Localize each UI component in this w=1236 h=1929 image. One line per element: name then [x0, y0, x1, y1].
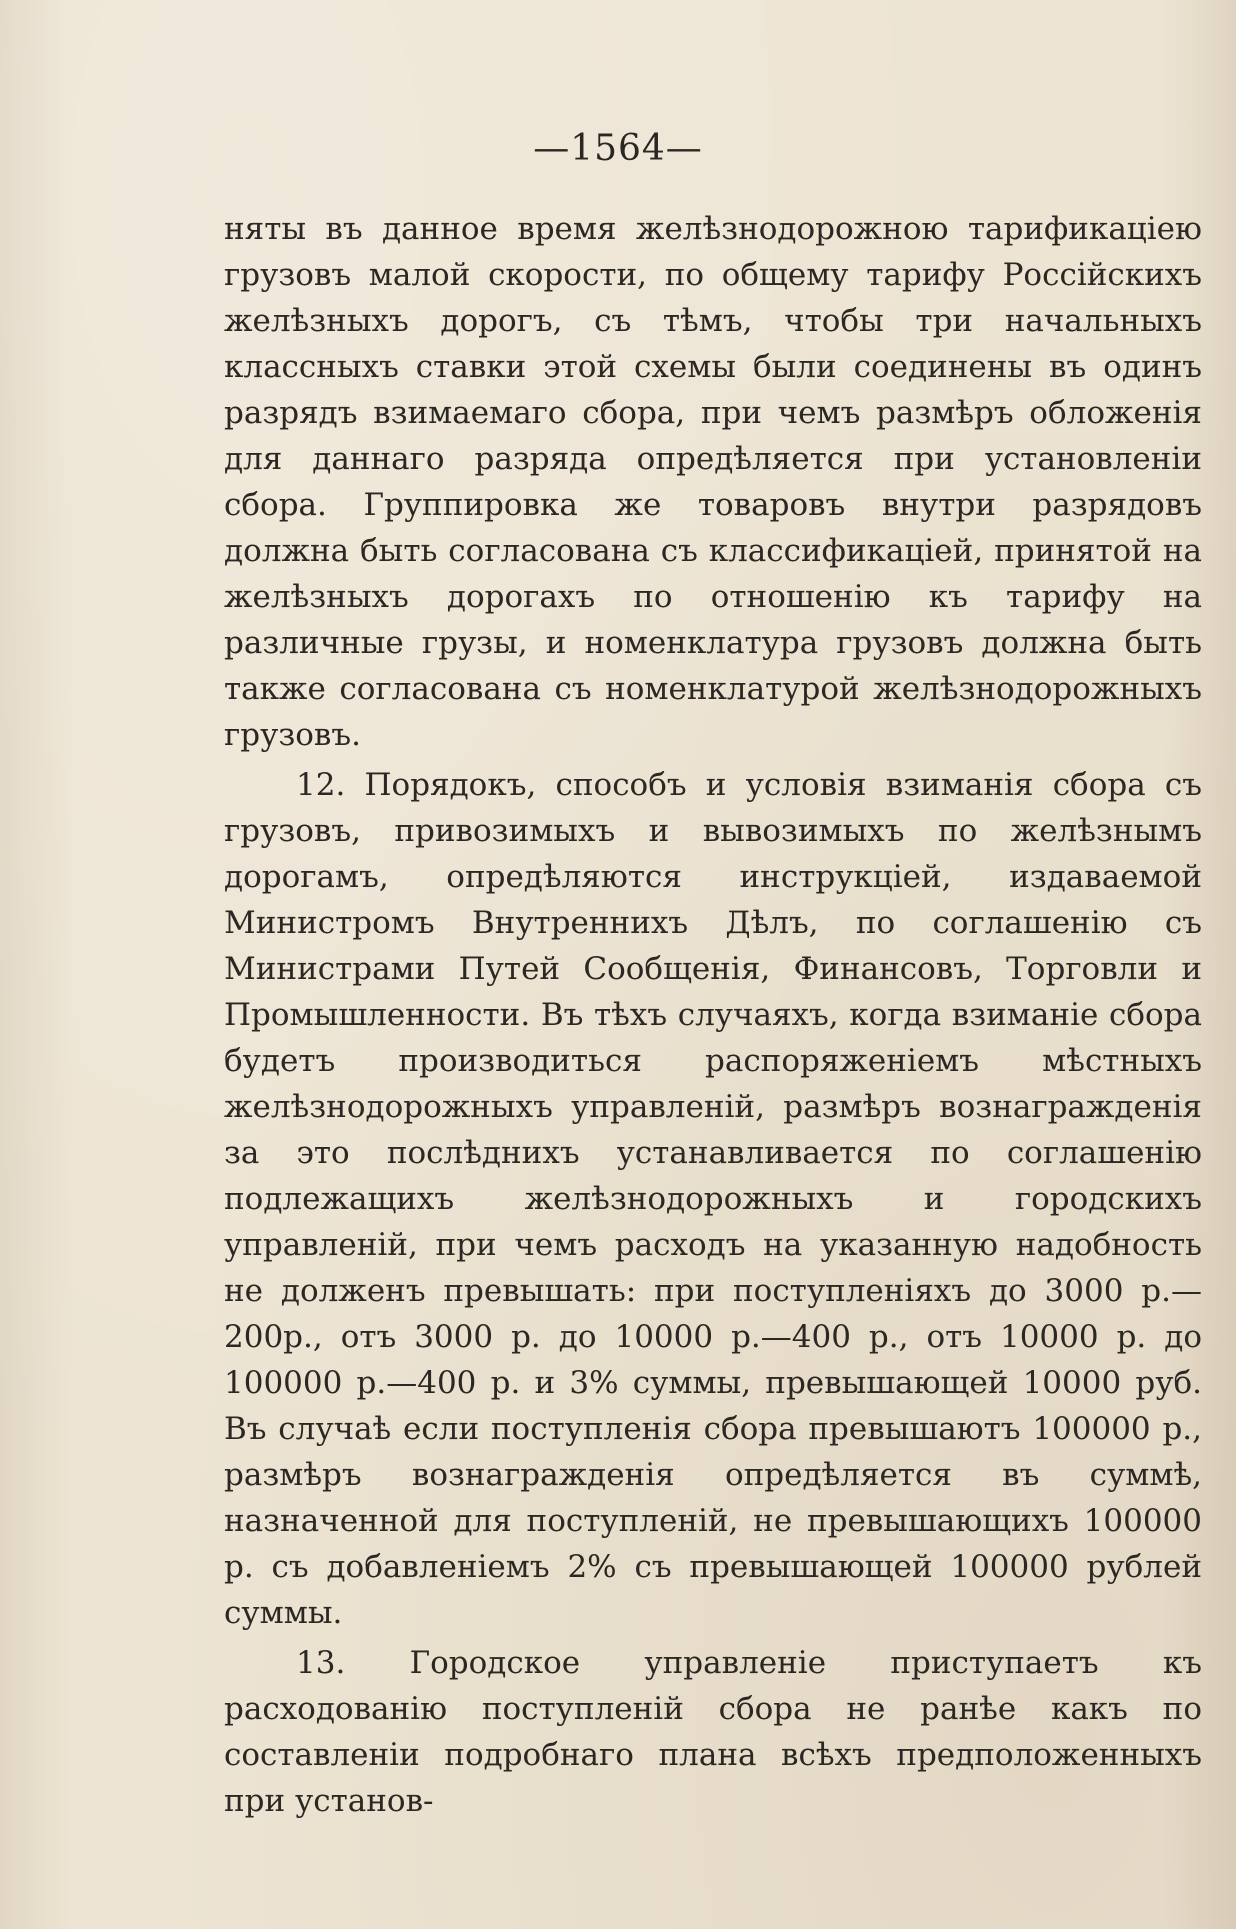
body-text	[224, 206, 1202, 1824]
paragraph-12: 12. Порядокъ, способъ и условія взиманія сбора съ грузовъ, привозимыхъ и вывозимыхъ по желѣзнымъ дорогамъ, опредѣляются инструкціей, издаваемой Министромъ Внутреннихъ Дѣлъ, по соглашенію съ Министрами Путей Сообщенія, Финансовъ, Торговли и Промышленности. Въ тѣхъ случаяхъ, когда взиманіе сбора будетъ производиться распоряженіемъ мѣстныхъ желѣзнодорожныхъ управленій, размѣръ вознагражденія за это послѣднихъ устанавливается по соглашенію подлежащихъ желѣзнодорожныхъ и городскихъ управленій, при чемъ расходъ на указанную надобность не долженъ превышать: при поступленіяхъ до 3000 р.—200р., отъ 3000 р. до 10000 р.—400 р., отъ 10000 р. до 100000 р.—400 р. и 3% суммы, превышающей 10000 руб. Въ случаѣ если поступленія сбора превышаютъ 100000 р., размѣръ вознагражденія опредѣляется въ суммѣ, назначенной для поступленій, не превышающихъ 100000 р. съ добавленіемъ 2% съ превышающей 100000 рублей суммы.	[224, 767, 1202, 1631]
page-number: —1564—	[533, 128, 703, 169]
paragraph-continuation: няты въ данное время желѣзнодорожною тарификаціею грузовъ малой скорости, по общему тарифу Россійскихъ желѣзныхъ дорогъ, съ тѣмъ, чтобы три начальныхъ классныхъ ставки этой схемы были соединены въ одинъ разрядъ взимаемаго сбора, при чемъ размѣръ обложенія для даннаго разряда опредѣляется при установленіи сбора. Группировка же товаровъ внутри разрядовъ должна быть согласована съ классификаціей, принятой на желѣзныхъ дорогахъ по отношенію къ тарифу на различные грузы, и номенклатура грузовъ должна быть также согласована съ номенклатурой желѣзнодорожныхъ грузовъ.	[224, 211, 1202, 753]
paragraph-13: 13. Городское управленіе приступаетъ къ расходованію поступленій сбора не ранѣе какъ по составленіи подробнаго плана всѣхъ предположенныхъ при установ-	[224, 1645, 1202, 1819]
